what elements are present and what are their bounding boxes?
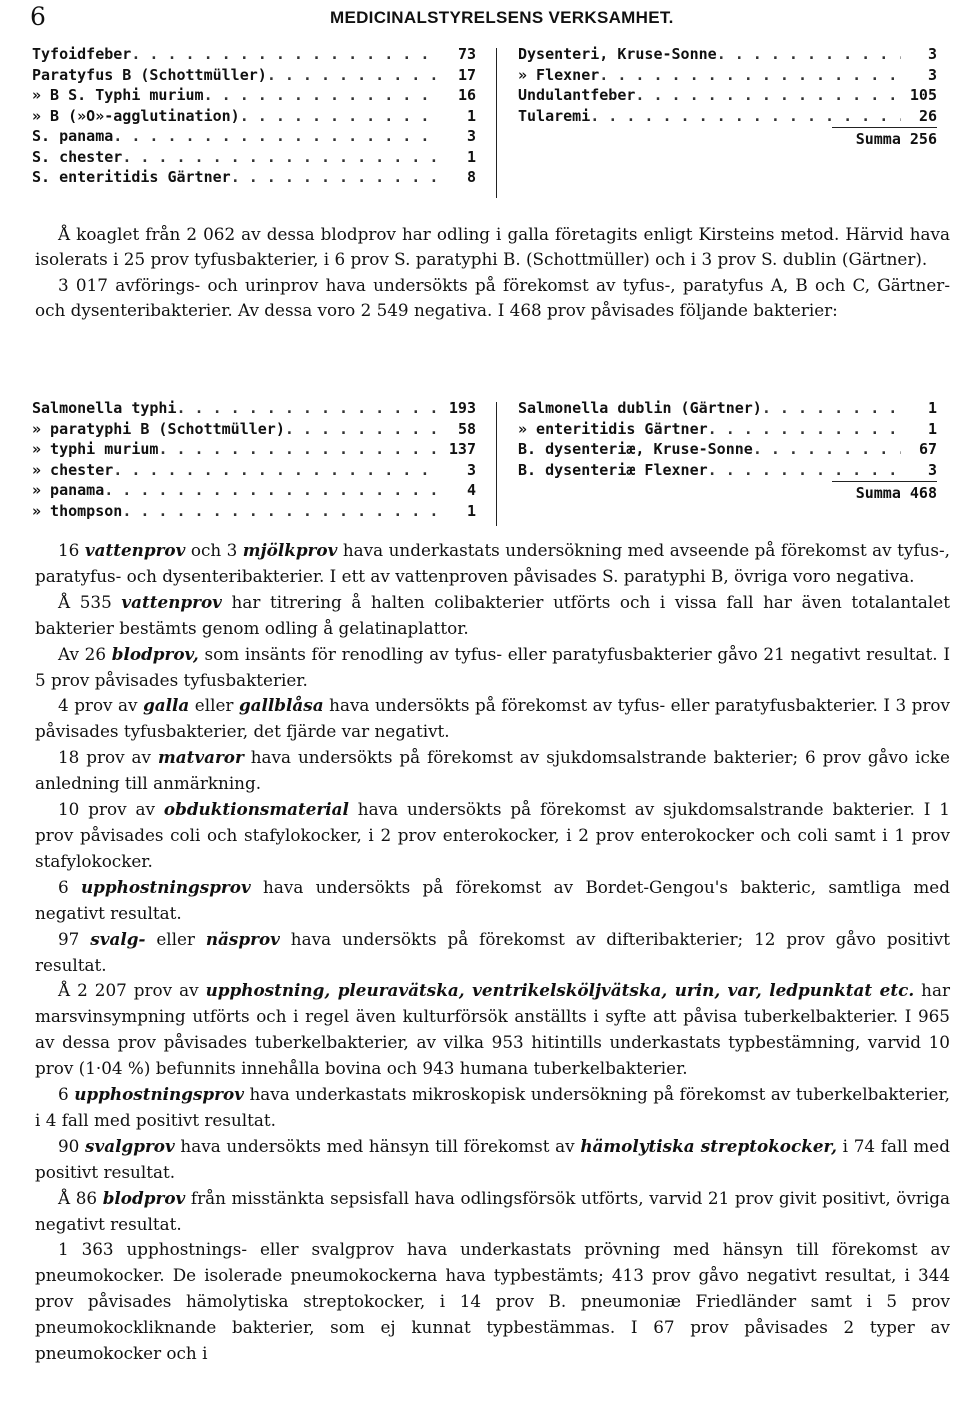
- table-right-column: [518, 398, 937, 504]
- emphasized-term: vattenprov: [121, 591, 222, 612]
- leader-dots: [599, 65, 901, 86]
- leader-dots: [113, 126, 440, 147]
- paragraph: 3 017 avförings- och urinprov hava undersökts på förekomst av tyfus-, paratyfus A, B och C, Gärtner- och dysenteribakterier. Av dessa voro 2 549 negativa. I 468 prov påvisades följande bakterier:: [35, 274, 950, 321]
- paragraph: 6 upphostningsprov hava underkastats mikroskopisk undersökning på förekomst av tuberkelbakterier, i 4 fall med positivt resultat.: [35, 1084, 950, 1130]
- row-label: » chester: [32, 460, 114, 479]
- paragraph: 18 prov av matvaror hava undersökts på förekomst av sjukdomsalstrande bakterier; 6 prov gåvo icke anledning till anmärkning.: [35, 747, 950, 794]
- leader-dots: [590, 106, 901, 127]
- paragraph: 97 svalg- eller näsprov hava undersökts på förekomst av difteribakterier; 12 prov gåvo positivt resultat.: [35, 928, 950, 975]
- row-value: 17: [457, 65, 476, 84]
- table-row: [518, 419, 937, 440]
- leader-dots: [231, 167, 440, 188]
- page-header: [30, 2, 930, 32]
- body-text-lower: [35, 538, 950, 1367]
- paragraph: 16 vattenprov och 3 mjölkprov hava underkastats undersökning med avseende på förekomst av tyfus-, paratyfus- och dysenteribakterier. I ett av vattenproven påvisades S. paratyphi B, övriga voro negativa.: [35, 540, 950, 586]
- running-head: MEDICINALSTYRELSENS VERKSAMHET.: [330, 8, 674, 27]
- paragraph: 6 upphostningsprov hava undersökts på förekomst av Bordet-Gengou's bakteric, samtliga med negativt resultat.: [35, 876, 950, 923]
- table-row: [32, 65, 476, 86]
- table-row: [32, 398, 476, 419]
- row-label: Tyfoidfeber: [32, 45, 132, 63]
- paragraph: Å koaglet från 2 062 av dessa blodprov har odling i galla företagits enligt Kirsteins metod. Härvid hava isolerats i 25 prov tyfusbakterier, i 6 prov S. paratyphi B. (Schottmüller) och i 3 prov S. dublin (Gärtner).: [35, 224, 950, 270]
- emphasized-term: mjölkprov: [242, 540, 338, 560]
- row-value: 67: [918, 440, 937, 458]
- leader-dots: [240, 106, 440, 127]
- emphasized-term: upphostning, pleuravätska, ventrikelsköljvätska, urin, var, ledpunktat etc.: [205, 980, 915, 1001]
- row-value: 58: [457, 419, 476, 438]
- emphasized-term: svalg-: [90, 928, 146, 949]
- row-label: » B S. Typhi murium: [32, 86, 204, 104]
- leader-dots: [708, 460, 901, 481]
- row-label: » typhi murium: [32, 440, 159, 458]
- paragraph: Av 26 blodprov, som insänts för renodling av tyfus- eller paratyfusbakterier gåvo 21 negativt resultat. I 5 prov påvisades tyfusbakterier.: [35, 643, 950, 690]
- leader-dots: [122, 147, 440, 168]
- emphasized-term: upphostningsprov: [80, 876, 251, 897]
- table-row: [32, 167, 476, 188]
- row-label: S. panama: [32, 127, 114, 145]
- row-value: 1: [466, 147, 476, 166]
- table-row: [32, 419, 476, 440]
- row-label: » B (»O»-agglutination): [32, 106, 240, 125]
- row-value: 3: [927, 460, 937, 479]
- emphasized-term: vattenprov: [84, 540, 186, 560]
- leader-dots: [762, 398, 901, 419]
- leader-dots: [131, 44, 440, 65]
- row-value: 3: [466, 127, 476, 145]
- sum-value: 468: [900, 484, 937, 502]
- table-left-column: [32, 44, 476, 188]
- row-value: 1: [466, 501, 476, 520]
- row-label: Dysenteri, Kruse-Sonne: [518, 45, 717, 63]
- row-value: 73: [457, 45, 476, 63]
- emphasized-term: blodprov: [102, 1187, 186, 1208]
- row-label: » enteritidis Gärtner: [518, 419, 708, 438]
- paragraph: 90 svalgprov hava undersökts med hänsyn till förekomst av hämolytiska streptokocker, i 74 fall med positivt resultat.: [35, 1135, 950, 1182]
- emphasized-term: matvaror: [157, 747, 244, 768]
- table-row: [518, 439, 937, 460]
- leader-dots: [122, 501, 440, 522]
- row-label: S. enteritidis Gärtner: [32, 168, 231, 186]
- row-label: Tularemi: [518, 106, 591, 125]
- table-row: [518, 44, 937, 65]
- paragraph: Å 535 vattenprov har titrering å halten colibakterier utförts och i vissa fall har även totalantalet bakterier bestämts genom odling å gelatinaplattor.: [35, 591, 950, 638]
- row-value: 137: [448, 440, 476, 458]
- leader-dots: [104, 480, 440, 501]
- emphasized-term: hämolytiska streptokocker,: [580, 1135, 837, 1156]
- table-row: [32, 126, 476, 147]
- leader-dots: [158, 439, 440, 460]
- table-row: [32, 106, 476, 127]
- table-row: [32, 85, 476, 106]
- row-label: B. dysenteriæ, Kruse-Sonne: [518, 440, 753, 458]
- table-row: [32, 147, 476, 168]
- disease-counts-table: [32, 44, 937, 204]
- emphasized-term: blodprov,: [111, 643, 199, 664]
- row-value: 3: [466, 460, 476, 479]
- emphasized-term: galla: [143, 695, 190, 716]
- row-value: 1: [466, 106, 476, 125]
- row-value: 3: [927, 45, 937, 63]
- table-row: [32, 460, 476, 481]
- row-value: 193: [448, 399, 476, 417]
- leader-dots: [708, 419, 901, 440]
- sum-row: [518, 128, 937, 150]
- paragraph: 1 363 upphostnings- eller svalgprov hava underkastats prövning med hänsyn till förekomst av pneumokocker. De isolerade pneumokockerna hava typbestämts; 413 prov gåvo negativt resultat, i 344 prov påvisades hämolytiska streptokocker, i 14 prov B. pneumoniæ Friedländer samt i 5 prov pneumokockliknande bakterier, som ej kunnat typbestämmas. I 67 prov påvisades 2 typer av pneumokocker och i: [35, 1239, 950, 1364]
- table-row: [32, 501, 476, 522]
- table-row: [518, 85, 937, 106]
- row-label: Paratyfus B (Schottmüller): [32, 65, 267, 84]
- table-right-column: [518, 44, 937, 150]
- row-label: Undulantfeber: [518, 86, 636, 104]
- row-value: 105: [909, 86, 937, 104]
- row-value: 4: [466, 481, 476, 499]
- row-value: 8: [466, 168, 476, 186]
- paragraph: 4 prov av galla eller gallblåsa hava undersökts på förekomst av tyfus- eller paratyfusbakterier. I 3 prov påvisades tyfusbakterier, det fjärde var negativt.: [35, 695, 951, 742]
- row-value: 16: [457, 86, 476, 104]
- table-row: [32, 439, 476, 460]
- leader-dots: [267, 65, 440, 86]
- row-label: » thompson: [32, 501, 123, 520]
- emphasized-term: svalgprov: [85, 1135, 175, 1156]
- row-value: 1: [927, 419, 937, 438]
- paragraph: 10 prov av obduktionsmaterial hava undersökts på förekomst av sjukdomsalstrande bakterier. I 1 prov påvisades coli och stafylokocker, i 2 prov enterokocker, i 2 prov enterokocker och coli samt i 1 prov stafylokocker.: [35, 799, 950, 871]
- row-value: 26: [918, 106, 937, 125]
- table-row: [518, 460, 937, 481]
- row-label: Salmonella dublin (Gärtner): [518, 399, 762, 417]
- emphasized-term: gallblåsa: [238, 695, 324, 716]
- row-value: 1: [927, 399, 937, 417]
- row-label: » paratyphi B (Schottmüller): [32, 419, 285, 438]
- emphasized-term: upphostningsprov: [74, 1084, 244, 1105]
- paragraph: Å 2 207 prov av upphostning, pleuravätska, ventrikelsköljvätska, urin, var, ledpunktat etc. har marsvinsympning utförts och i regel även kulturförsök anställts i syfte att påvisa tuberkelbakterier. I 965 av dessa prov påvisades tuberkelbakterier, av vilka 953 hitintills underkastats typbestämning, varvid 10 prov (1·04 %) befunnits innehålla bovina och 943 humana tuberkelbakterier.: [35, 980, 950, 1079]
- bacteria-findings-table: [32, 398, 937, 528]
- leader-dots: [177, 398, 441, 419]
- leader-dots: [753, 439, 901, 460]
- sum-value: 256: [900, 130, 937, 148]
- row-label: B. dysenteriæ Flexner: [518, 460, 708, 479]
- sum-row: [518, 482, 937, 504]
- row-label: » panama: [32, 481, 105, 499]
- emphasized-term: obduktionsmaterial: [163, 799, 349, 820]
- row-label: S. chester: [32, 147, 123, 166]
- table-row: [32, 480, 476, 501]
- emphasized-term: näsprov: [205, 928, 280, 949]
- table-row: [518, 398, 937, 419]
- table-row: [518, 106, 937, 127]
- table-row: [32, 44, 476, 65]
- leader-dots: [113, 460, 440, 481]
- row-value: 3: [927, 65, 937, 84]
- paragraph: Å 86 blodprov från misstänkta sepsisfall hava odlingsförsök utförts, varvid 21 prov givit positivt, övriga negativt resultat.: [35, 1187, 950, 1234]
- table-left-column: [32, 398, 476, 521]
- sum-label: Summa: [855, 130, 901, 148]
- page-number: 6: [30, 2, 46, 31]
- leader-dots: [204, 85, 440, 106]
- row-label: » Flexner: [518, 65, 600, 84]
- sum-label: Summa: [855, 484, 901, 502]
- table-row: [518, 65, 937, 86]
- leader-dots: [717, 44, 901, 65]
- column-divider: [496, 402, 497, 526]
- column-divider: [496, 48, 497, 198]
- leader-dots: [635, 85, 901, 106]
- row-label: Salmonella typhi: [32, 399, 177, 417]
- leader-dots: [285, 419, 440, 440]
- body-text-upper: [35, 222, 950, 324]
